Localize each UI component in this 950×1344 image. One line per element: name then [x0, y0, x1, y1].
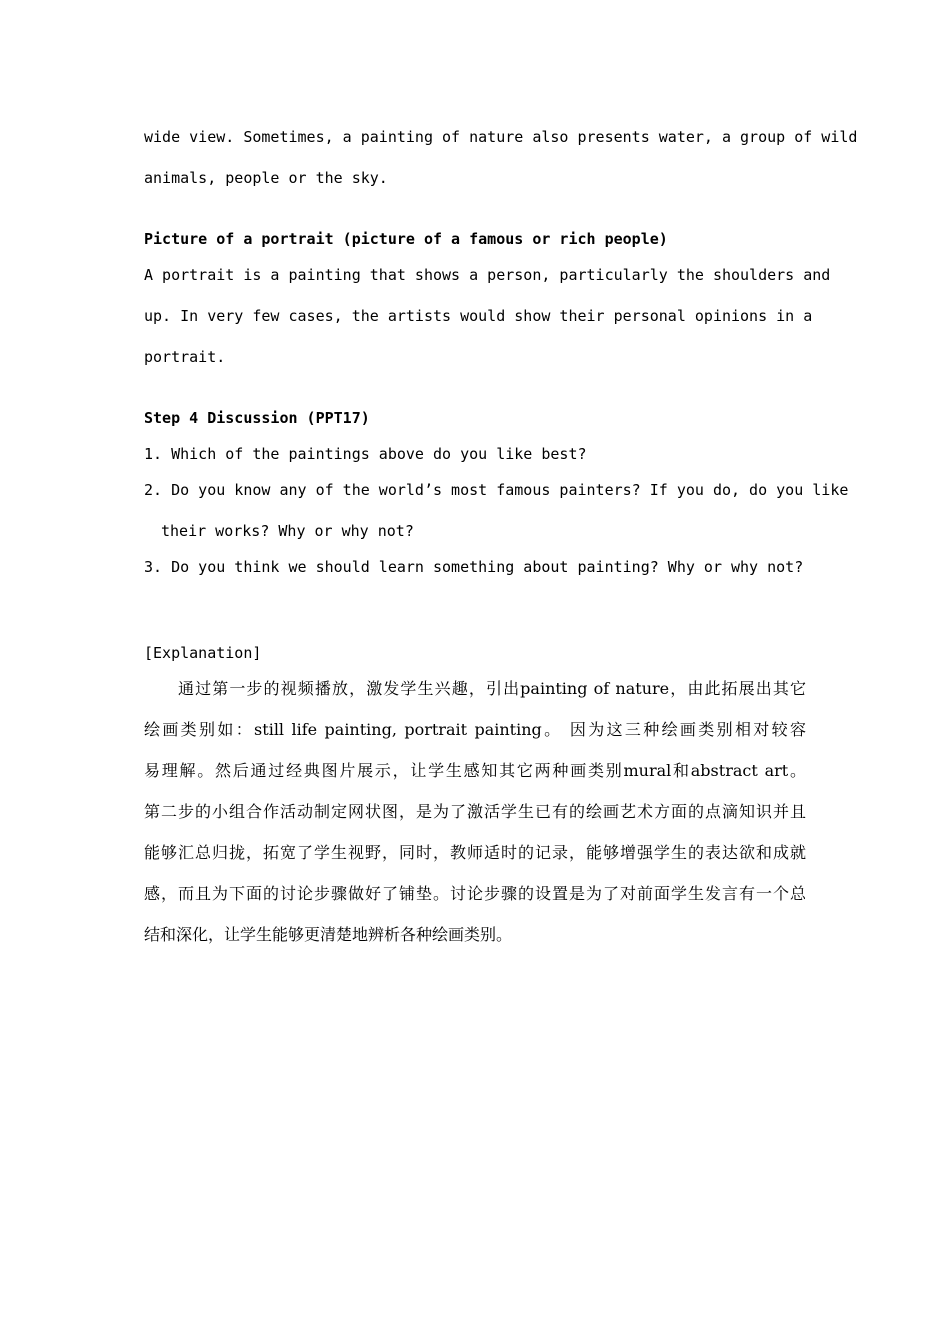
intro-line-1: wide view. Sometimes, a painting of nature also presents water, a group of wild	[144, 128, 858, 146]
explanation-line-6: 感，而且为下面的讨论步骤做好了铺垫。讨论步骤的设置是为了对前面学生发言有一个总	[144, 884, 806, 903]
explanation-line-5: 能够汇总归拢，拓宽了学生视野，同时，教师适时的记录，能够增强学生的表达欲和成就	[144, 843, 806, 862]
explanation-line-3: 易理解。然后通过经典图片展示，让学生感知其它两种画类别mural和abstract art。	[144, 761, 806, 780]
explanation-line-4: 第二步的小组合作活动制定网状图，是为了激活学生已有的绘画艺术方面的点滴知识并且	[144, 802, 806, 821]
intro-line-2: animals, people or the sky.	[144, 169, 388, 187]
explanation-line-2: 绘画类别如：still life painting, portrait painting。 因为这三种绘画类别相对较容	[144, 720, 806, 739]
portrait-line-3: portrait.	[144, 348, 226, 366]
discussion-question-2-line-2: their works? Why or why not?	[161, 522, 414, 540]
discussion-question-1: 1. Which of the paintings above do you like best?	[144, 445, 587, 463]
discussion-question-3: 3. Do you think we should learn something about painting? Why or why not?	[144, 558, 804, 576]
portrait-line-2: up. In very few cases, the artists would show their personal opinions in a	[144, 307, 813, 325]
portrait-line-1: A portrait is a painting that shows a person, particularly the shoulders and	[144, 266, 831, 284]
portrait-heading: Picture of a portrait (picture of a famous or rich people)	[144, 230, 668, 248]
explanation-line-7: 结和深化，让学生能够更清楚地辨析各种绘画类别。	[144, 925, 513, 944]
discussion-question-2-line-1: 2. Do you know any of the world’s most famous painters? If you do, do you like	[144, 481, 849, 499]
explanation-heading: [Explanation]	[144, 644, 262, 662]
discussion-heading: Step 4 Discussion (PPT17)	[144, 409, 370, 427]
explanation-line-1: 通过第一步的视频播放，激发学生兴趣，引出painting of nature，由此拓展出其它	[178, 679, 806, 698]
